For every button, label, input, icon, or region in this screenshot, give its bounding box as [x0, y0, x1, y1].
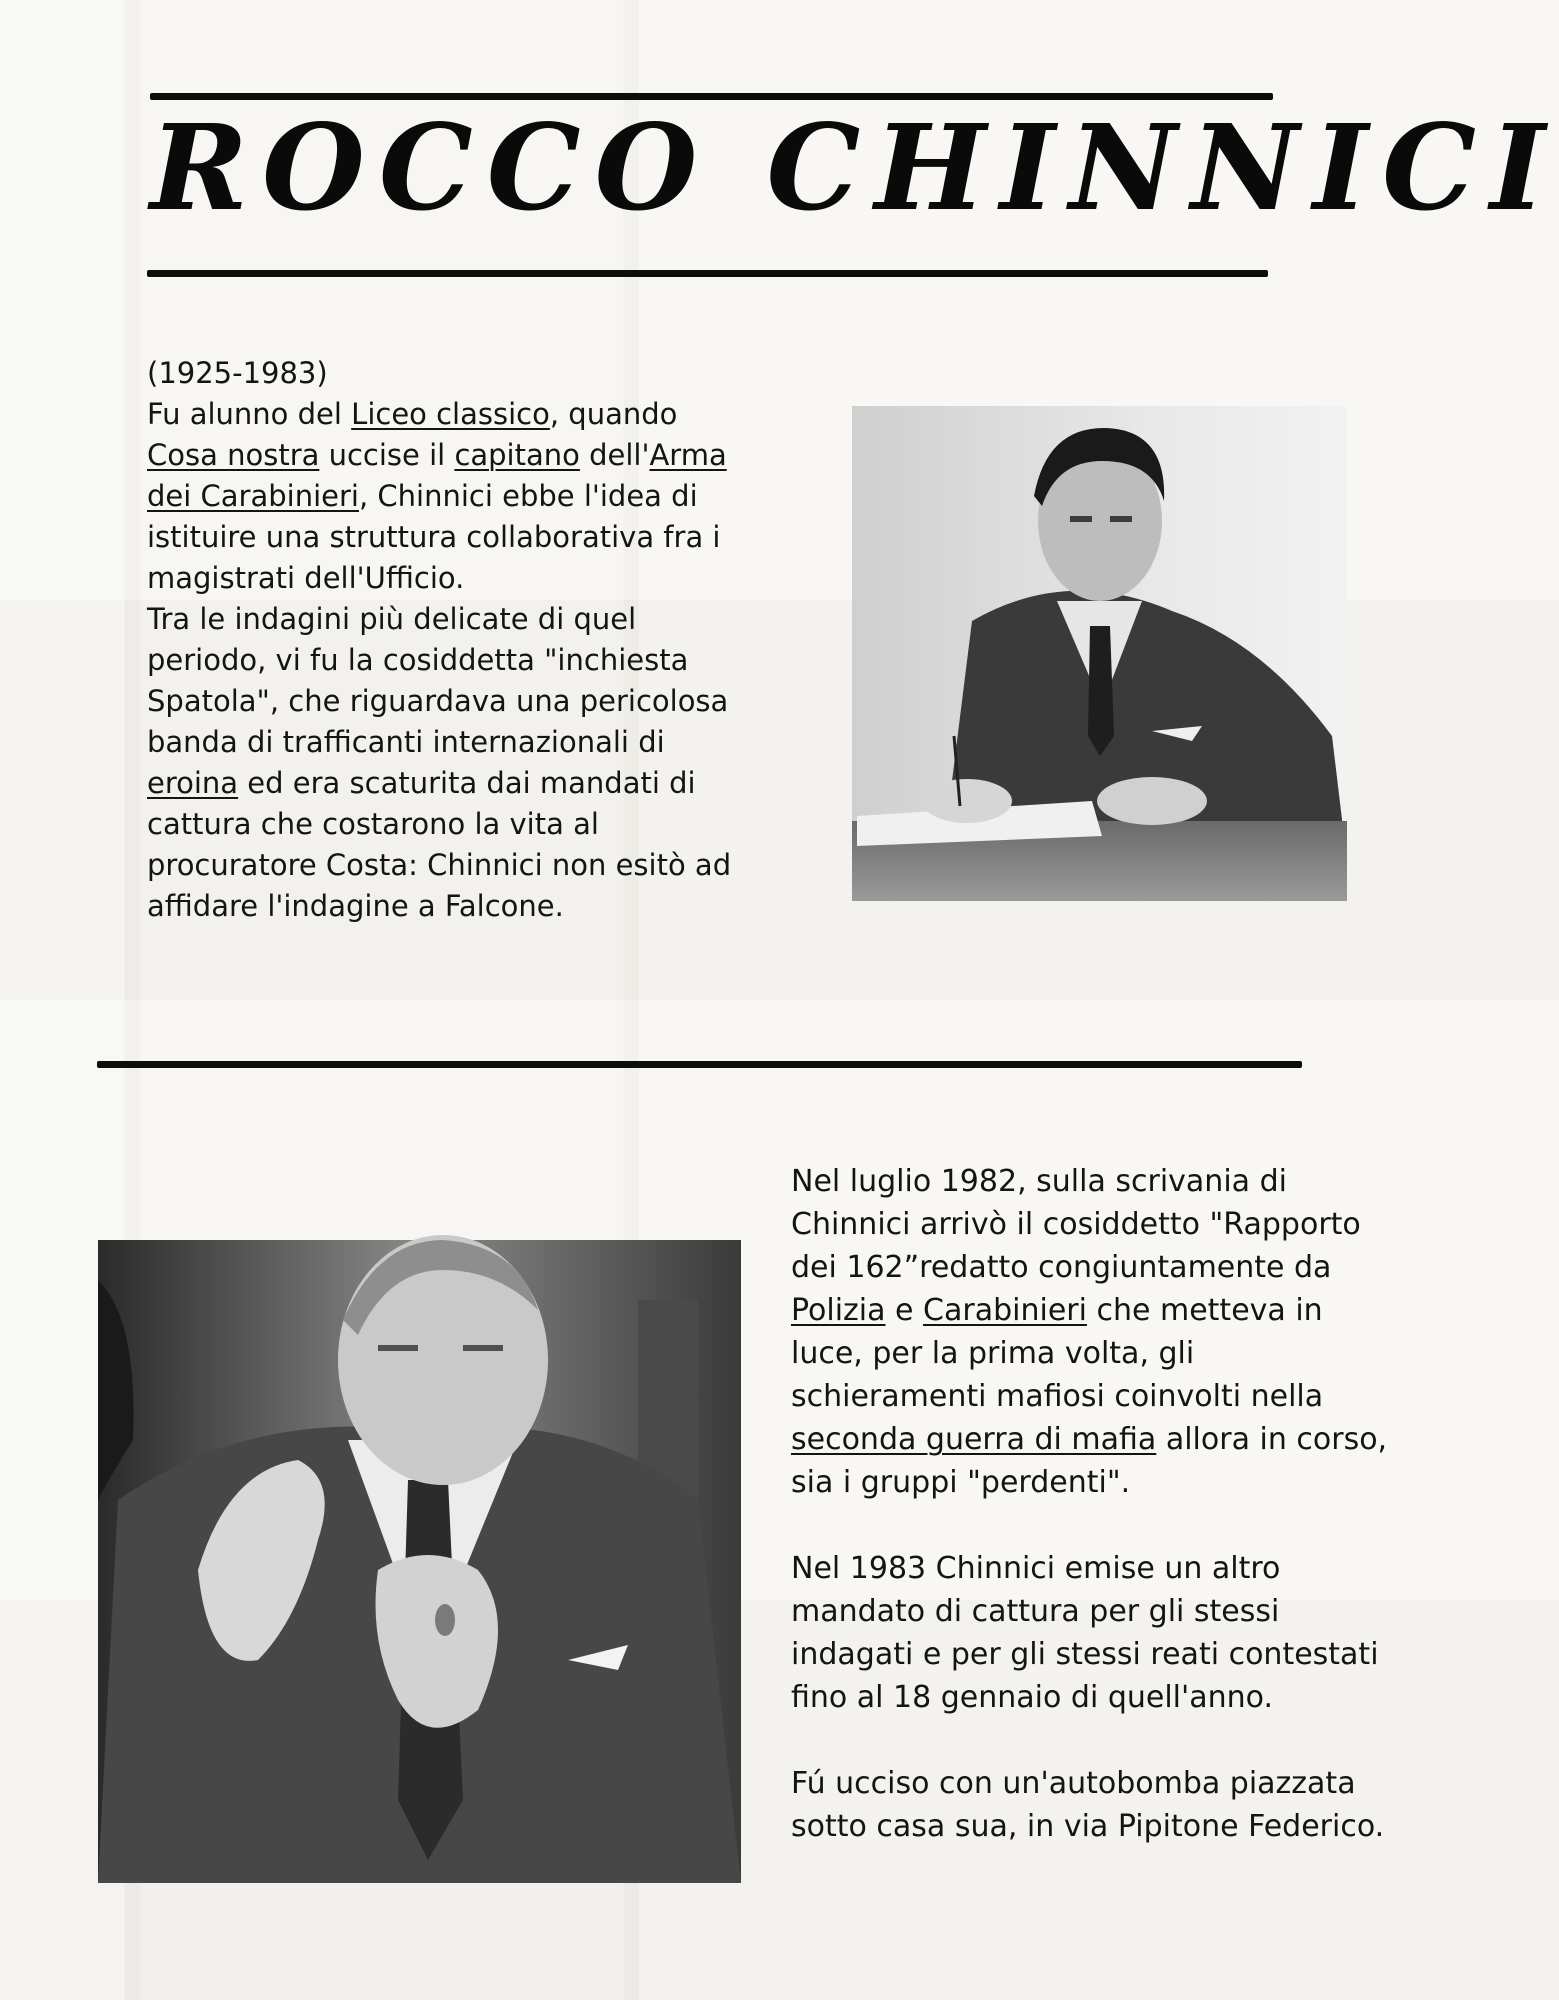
- link-polizia[interactable]: Polizia: [791, 1293, 886, 1328]
- intro-text: [147, 353, 747, 927]
- portrait-gesturing-photo: [98, 1240, 741, 1883]
- section-divider: [97, 1061, 1302, 1068]
- portrait-at-desk-photo: [852, 406, 1347, 901]
- link-carabinieri[interactable]: Carabinieri: [923, 1293, 1087, 1328]
- warrant-paragraph: Nel 1983 Chinnici emise un altro mandato di cattura per gli stessi indagati e per gli stessi reati contestati fino al 18 gennaio di quell'anno.: [791, 1551, 1379, 1715]
- death-paragraph: Fú ucciso con un'autobomba piazzata sotto casa sua, in via Pipitone Federico.: [791, 1766, 1385, 1844]
- career-text: [791, 1160, 1391, 1848]
- page-title: ROCCO CHINNICI: [150, 98, 1559, 237]
- link-liceo-classico[interactable]: Liceo classico: [351, 397, 550, 431]
- intro-paragraph: Fu alunno del Liceo classico, quando Cosa nostra uccise il capitano dell'Arma dei Carabinieri, Chinnici ebbe l'idea di istituire una struttura collaborativa fra i magistrati dell'Ufficio.: [147, 397, 727, 595]
- title-rule-bottom: [147, 270, 1268, 277]
- link-eroina[interactable]: eroina: [147, 766, 239, 800]
- link-seconda-guerra-di-mafia[interactable]: seconda guerra di mafia: [791, 1422, 1157, 1457]
- rapporto-paragraph: Nel luglio 1982, sulla scrivania di Chinnici arrivò il cosiddetto "Rapporto dei 162”redatto congiuntamente da Polizia e Carabinieri che metteva in luce, per la prima volta, gli schieramenti mafiosi coinvolti nella seconda guerra di mafia allora in corso, sia i gruppi "perdenti".: [791, 1164, 1388, 1500]
- investigation-paragraph: Tra le indagini più delicate di quel periodo, vi fu la cosiddetta "inchiesta Spatola", che riguardava una pericolosa banda di trafficanti internazionali di eroina ed era scaturita dai mandati di cattura che costarono la vita al procuratore Costa: Chinnici non esitò ad affidare l'indagine a Falcone.: [147, 602, 732, 923]
- life-dates: (1925-1983): [147, 356, 328, 390]
- link-capitano[interactable]: capitano: [454, 438, 580, 472]
- link-arma-dei-carabinieri[interactable]: Arma dei Carabinieri: [147, 438, 727, 513]
- link-cosa-nostra[interactable]: Cosa nostra: [147, 438, 320, 472]
